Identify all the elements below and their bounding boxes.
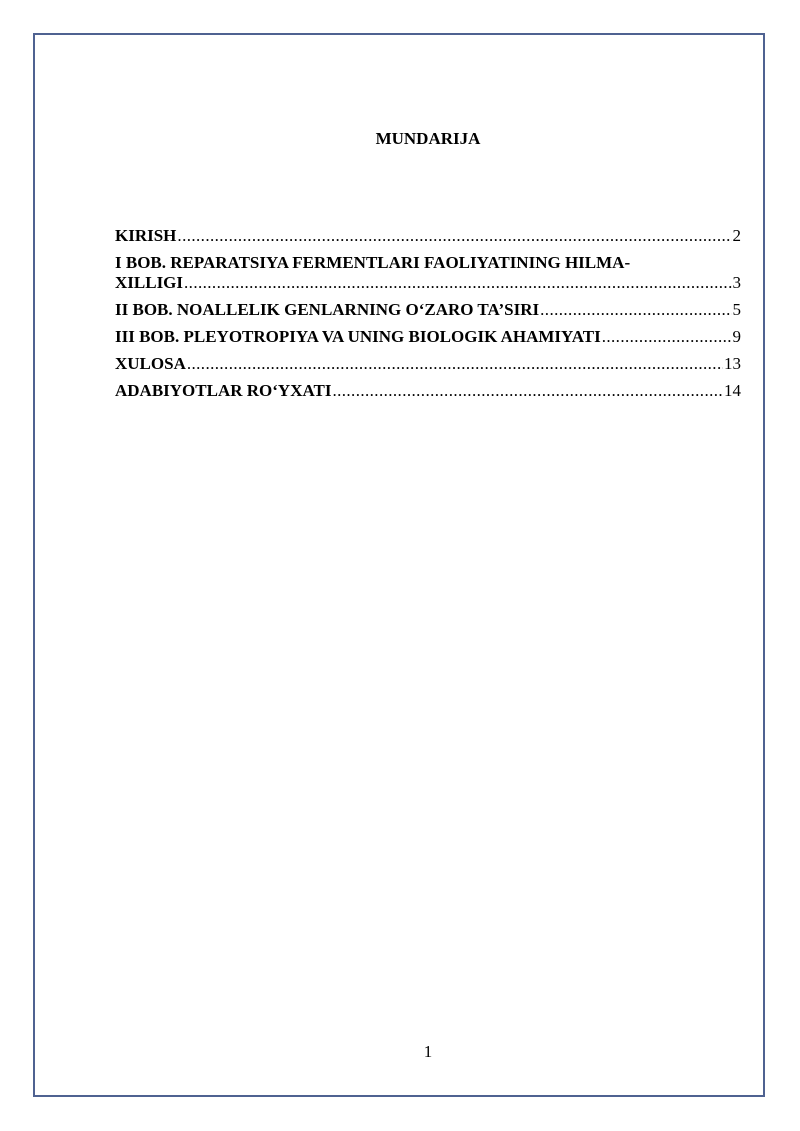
toc-entry-chapter-1[interactable] bbox=[115, 253, 741, 293]
toc-dot-leader bbox=[187, 354, 723, 374]
table-of-contents bbox=[115, 226, 741, 408]
toc-entry-bibliography[interactable] bbox=[115, 381, 741, 401]
toc-entry-chapter-2[interactable] bbox=[115, 300, 741, 320]
document-title: MUNDARIJA bbox=[375, 129, 481, 148]
page-border bbox=[33, 33, 765, 1097]
toc-page-number: 14 bbox=[724, 381, 741, 400]
page-number: 1 bbox=[423, 1042, 433, 1061]
toc-dot-leader bbox=[177, 226, 731, 246]
toc-page-number: 5 bbox=[732, 300, 741, 319]
toc-dot-leader bbox=[332, 381, 723, 401]
toc-page-number: 3 bbox=[732, 273, 741, 292]
toc-entry-title-line1: I BOB. REPARATSIYA FERMENTLARI FAOLIYATINING HILMA- bbox=[115, 253, 631, 272]
toc-entry-xulosa[interactable] bbox=[115, 354, 741, 374]
toc-entry-title: XULOSA bbox=[115, 354, 186, 373]
toc-page-number: 13 bbox=[724, 354, 741, 373]
toc-entry-title: KIRISH bbox=[115, 226, 177, 245]
toc-entry-title: III BOB. PLEYOTROPIYA VA UNING BIOLOGIK AHAMIYATI bbox=[115, 327, 601, 346]
toc-dot-leader bbox=[184, 273, 731, 293]
toc-entry-title: II BOB. NOALLELIK GENLARNING O‘ZARO TA’SIRI bbox=[115, 300, 540, 319]
toc-dot-leader bbox=[540, 300, 731, 320]
toc-entry-chapter-3[interactable] bbox=[115, 327, 741, 347]
toc-page-number: 9 bbox=[732, 327, 741, 346]
toc-entry-title-line2: XILLIGI bbox=[115, 273, 184, 292]
toc-entry-title: ADABIYOTLAR RO‘YXATI bbox=[115, 381, 332, 400]
toc-entry-kirish[interactable] bbox=[115, 226, 741, 246]
toc-dot-leader bbox=[602, 327, 732, 347]
toc-page-number: 2 bbox=[732, 226, 741, 245]
